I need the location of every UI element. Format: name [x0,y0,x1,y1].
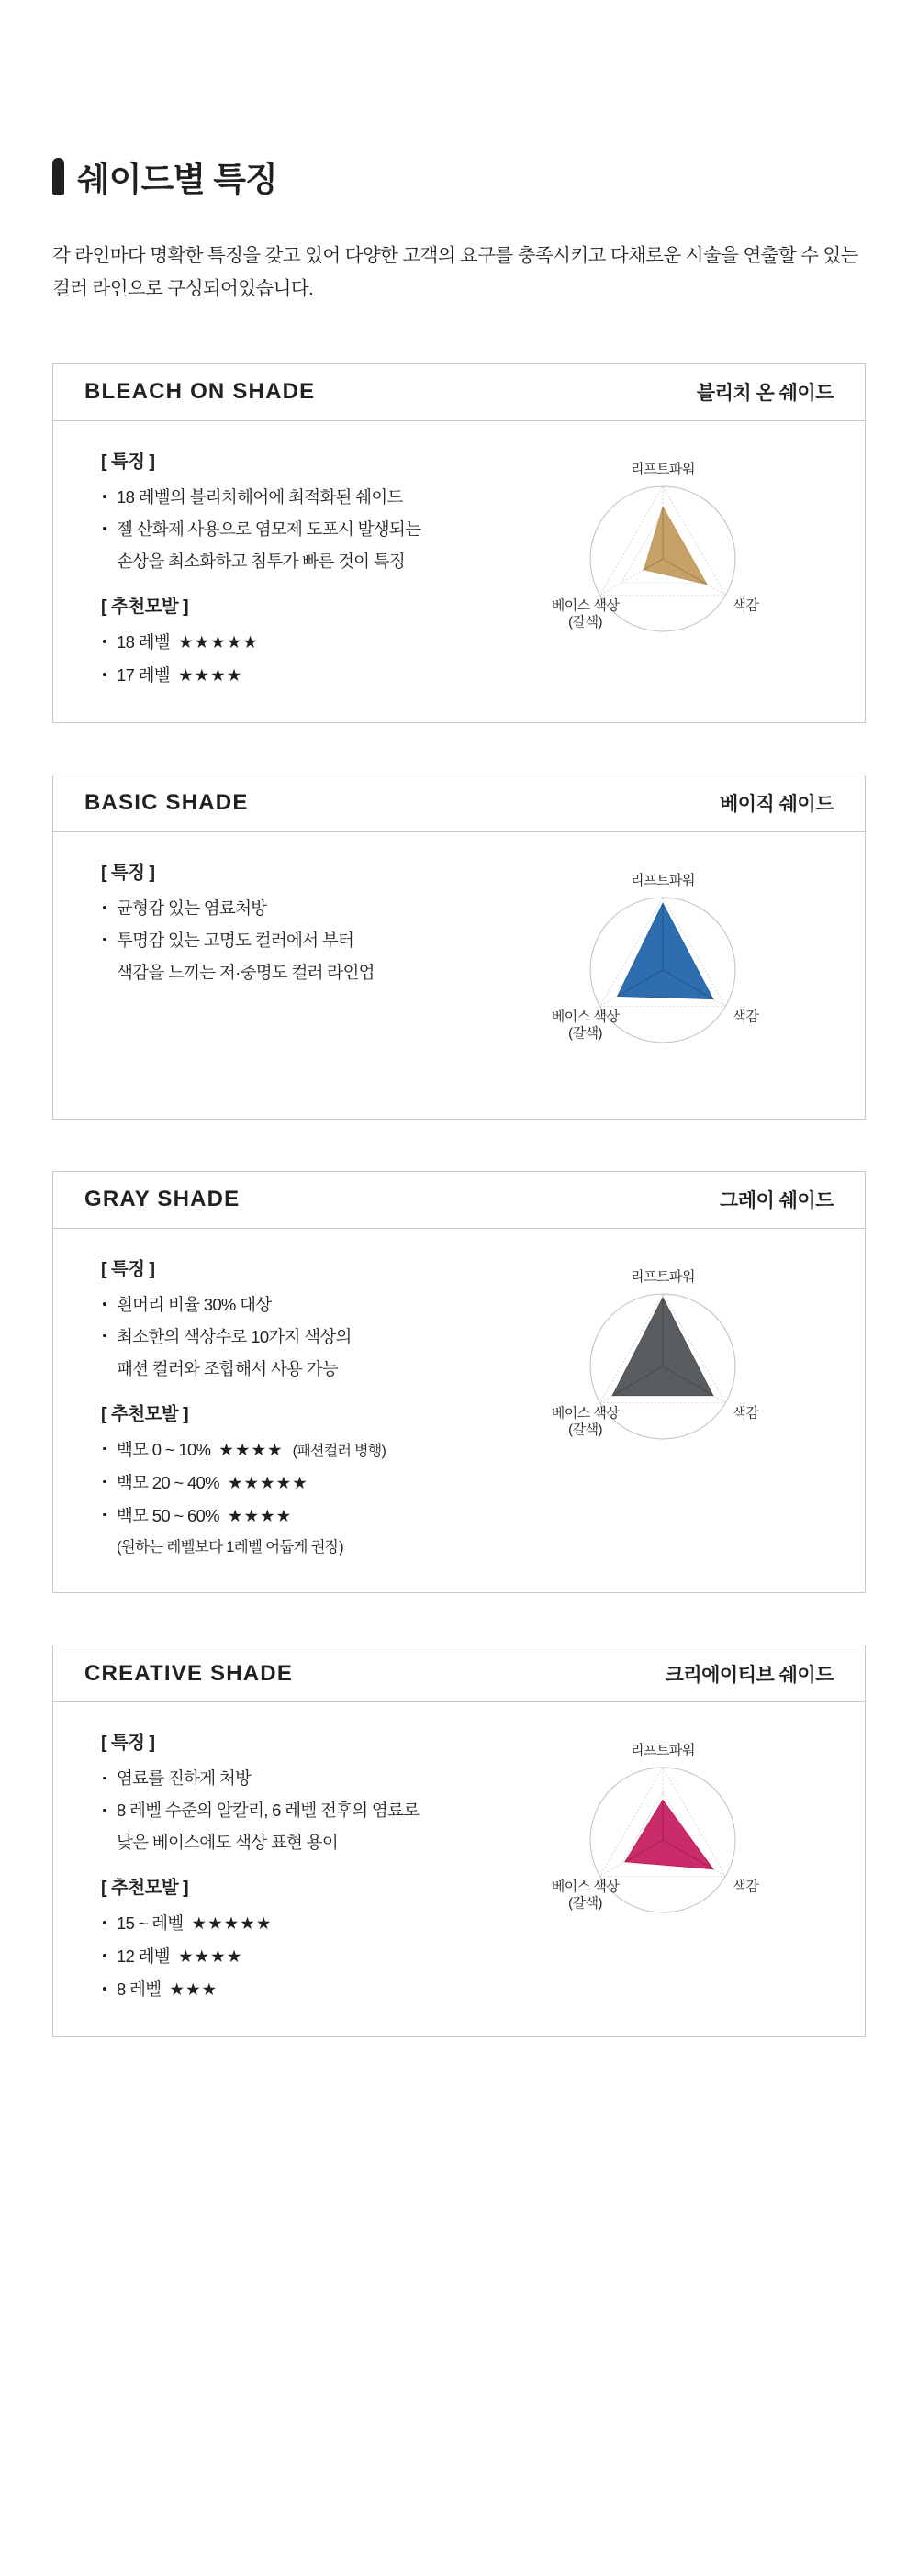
bullet-dot [103,1954,106,1957]
bullet-dot [103,527,106,530]
feature-item: 낮은 베이스에도 색상 표현 용이 [117,1833,338,1853]
card-body [53,1229,865,1593]
bullet-dot [103,1513,106,1517]
star-rating: ★★★★ [177,664,243,685]
radar-chart-svg-1 [513,862,816,1091]
radar-chart-svg-0 [513,451,816,680]
page-title-text: 쉐이드별 특징 [77,161,277,198]
recommend-label-text: 백모 50 ~ 60% [117,1505,219,1525]
card-title-en: GRAY SHADE [84,1187,241,1212]
card-title-en: BASIC SHADE [84,790,249,816]
svg-text:베이스 색상: 베이스 색상 [551,597,620,614]
recommend-label-text: 백모 20 ~ 40% [117,1472,219,1492]
svg-text:리프트파워: 리프트파워 [631,461,695,477]
feature-list [101,895,496,987]
bullet-dot [103,1809,106,1812]
shade-cards-container [0,363,918,2037]
svg-text:베이스 색상: 베이스 색상 [551,1879,620,1895]
svg-text:베이스 색상: 베이스 색상 [551,1405,620,1422]
feature-label: [ 특징 ] [101,451,155,472]
recommend-row [101,1436,496,1464]
bullet-dot [103,1480,106,1484]
recommend-label-text: 15 ~ 레벨 [117,1913,184,1934]
radar-chart-svg-2 [513,1258,816,1488]
card-title-kr: 블리치 온 쉐이드 [696,383,834,405]
bullet-dot [103,906,106,909]
svg-text:리프트파워: 리프트파워 [631,1743,695,1759]
feature-item: 균형감 있는 염료처방 [101,895,496,922]
card-header [53,1645,865,1702]
shade-card [52,1645,866,2037]
recommend-row [101,1469,496,1497]
star-rating: ★★★★ [177,1946,243,1967]
bullet-dot [103,1447,106,1451]
card-title-kr: 그레이 쉐이드 [719,1190,834,1212]
svg-text:리프트파워: 리프트파워 [631,872,695,888]
recommend-label-text: 백모 0 ~ 10% [117,1439,211,1459]
svg-text:(갈색): (갈색) [568,1422,603,1438]
card-header [53,1172,865,1229]
feature-label: [ 특징 ] [101,1258,155,1279]
card-title-kr: 크리에이티브 쉐이드 [665,1664,834,1686]
feature-list [101,484,496,575]
feature-item: 염료를 진하게 처방 [101,1765,496,1792]
recommend-row [101,662,496,689]
recommend-row [101,1943,496,1970]
recommend-note: (패션컬러 병행) [292,1443,386,1459]
feature-item: 색감을 느끼는 저·중명도 컬러 라인업 [117,962,375,982]
card-body [53,421,865,722]
shade-card [52,363,866,723]
feature-item: 8 레벨 수준의 알칼리, 6 레벨 전후의 염료로 [101,1797,496,1824]
bullet-dot [103,1921,106,1924]
card-header [53,364,865,421]
svg-text:색감: 색감 [733,1405,759,1422]
recommend-footnote: (원하는 레벨보다 1레벨 어둡게 권장) [117,1538,343,1556]
svg-text:색감: 색감 [733,597,759,614]
bullet-dot [103,938,106,942]
star-rating: ★★★★★ [227,1472,308,1492]
card-chart-column [496,445,834,695]
feature-item: 투명감 있는 고명도 컬러에서 부터 [101,927,496,954]
star-rating: ★★★★ [227,1505,293,1525]
star-rating: ★★★★★ [191,1913,273,1934]
bullet-dot [103,673,106,676]
bullet-dot [103,1777,106,1780]
card-title-en: BLEACH ON SHADE [84,379,316,405]
feature-item: 손상을 최소화하고 침투가 빠른 것이 특징 [117,551,406,571]
bullet-dot [103,640,106,643]
card-text-column [84,1253,496,1566]
recommend-label-text: 17 레벨 [117,664,170,685]
recommend-label: [ 추천모발 ] [101,596,189,617]
recommend-label-text: 18 레벨 [117,631,170,652]
recommend-row [101,1976,496,2003]
recommend-label-text: 8 레벨 [117,1979,162,2000]
page-title [52,151,918,201]
title-accent-bar [52,158,64,195]
recommend-label: [ 추천모발 ] [101,1403,189,1424]
svg-text:색감: 색감 [733,1879,759,1895]
recommend-label-text: 12 레벨 [117,1946,170,1967]
bullet-dot [103,1334,106,1338]
card-chart-column [496,1726,834,2009]
radar-chart-svg-3 [513,1732,816,1961]
card-chart-column [496,1253,834,1566]
star-rating: ★★★★★ [177,631,259,652]
feature-item: 젤 산화제 사용으로 염모제 도포시 발생되는 [101,516,496,543]
bullet-dot [103,495,106,498]
svg-text:리프트파워: 리프트파워 [631,1268,695,1285]
svg-text:(갈색): (갈색) [568,1895,603,1912]
card-body [53,832,865,1119]
intro-paragraph: 각 라인마다 명확한 특징을 갖고 있어 다양한 고객의 요구를 충족시키고 다채로운 시술을 연출할 수 있는 컬러 라인으로 구성되어있습니다. [52,245,858,300]
card-title-en: CREATIVE SHADE [84,1660,294,1686]
recommend-row [101,1502,496,1530]
feature-label: [ 특징 ] [101,862,155,883]
card-header [53,775,865,832]
shade-card [52,1171,866,1594]
feature-item: 패션 컬러와 조합해서 사용 가능 [117,1358,338,1378]
bullet-dot [103,1302,106,1306]
bullet-dot [103,1987,106,1991]
recommend-label: [ 추천모발 ] [101,1878,189,1899]
card-text-column [84,856,496,1091]
card-title-kr: 베이직 쉐이드 [719,794,834,816]
star-rating: ★★★★ [218,1439,284,1459]
svg-text:색감: 색감 [733,1009,759,1025]
recommend-row [101,1910,496,1937]
card-body [53,1702,865,2036]
feature-item: 흰머리 비율 30% 대상 [101,1291,496,1319]
card-text-column [84,445,496,695]
recommend-row [101,629,496,656]
card-text-column [84,1726,496,2009]
card-chart-column [496,856,834,1091]
page-root [0,151,918,2576]
svg-text:(갈색): (갈색) [568,614,603,630]
feature-item: 최소한의 색상수로 10가지 색상의 [101,1323,496,1351]
feature-item: 18 레벨의 블리치헤어에 최적화된 쉐이드 [101,484,496,511]
svg-text:(갈색): (갈색) [568,1025,603,1042]
feature-label: [ 특징 ] [101,1733,155,1754]
feature-list [101,1765,496,1857]
star-rating: ★★★ [169,1979,218,2000]
feature-list [101,1291,496,1383]
shade-card [52,775,866,1120]
svg-text:베이스 색상: 베이스 색상 [551,1009,620,1025]
